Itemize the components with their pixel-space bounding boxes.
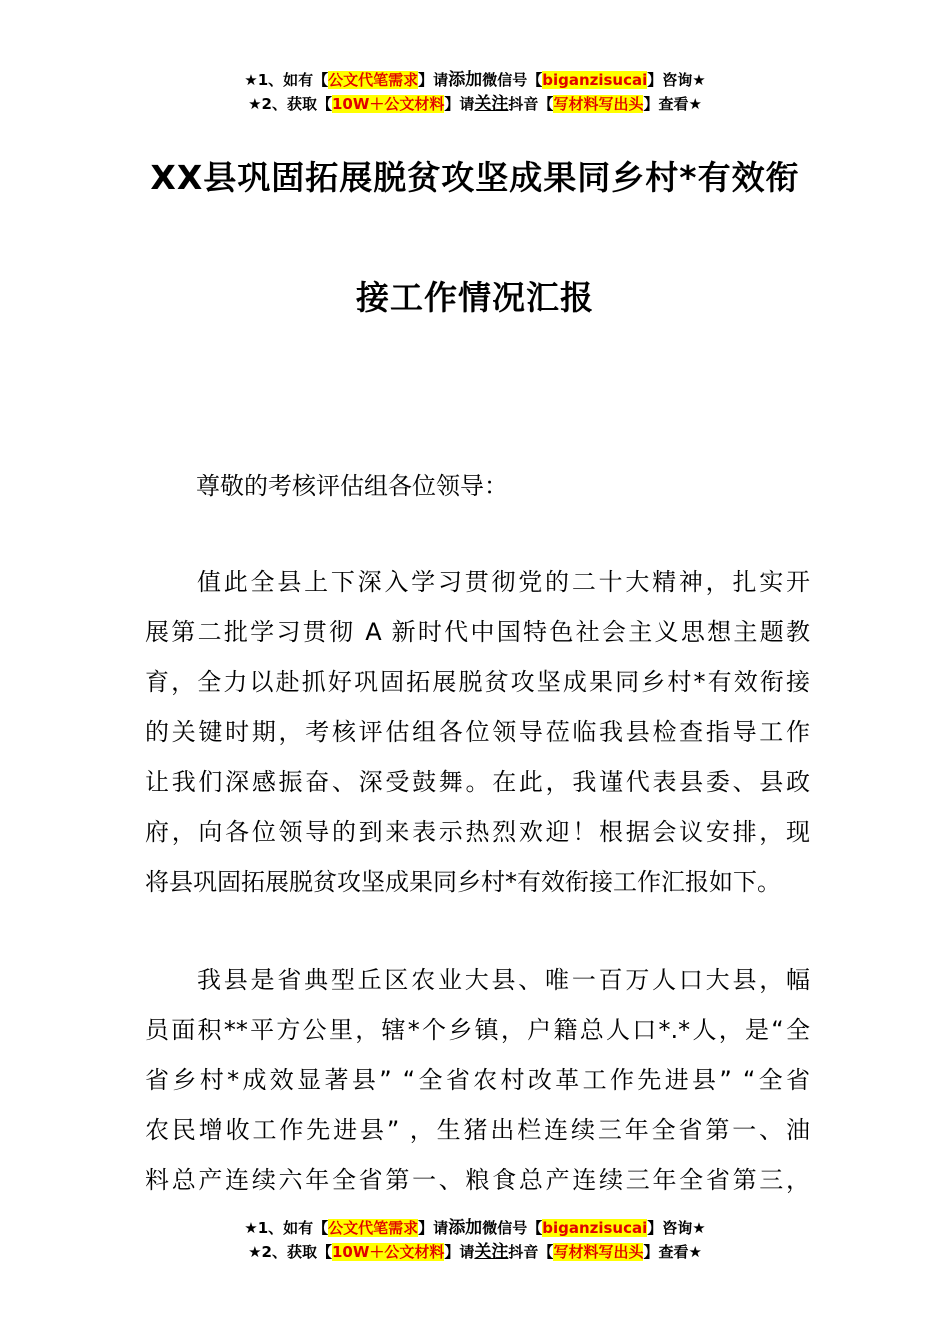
paragraph-line: 将县巩固拓展脱贫攻坚成果同乡村*有效衔接工作汇报如下。 — [145, 868, 781, 896]
paragraph-line: 我县是省典型丘区农业大县、唯一百万人口大县，幅 — [197, 966, 810, 994]
banner-line-1 — [0, 1216, 950, 1240]
paragraph-1 — [145, 557, 810, 907]
footer-banner — [0, 1216, 950, 1264]
banner-text: 】请 — [418, 71, 449, 89]
paragraph-line: 的关键时期，考核评估组各位领导莅临我县检查指导工作 — [145, 718, 810, 746]
paragraph-line: 值此全县上下深入学习贯彻党的二十大精神，扎实开 — [197, 568, 810, 596]
banner-emphasis: 关注 — [474, 1242, 509, 1262]
banner-text: 】查看★ — [643, 95, 702, 113]
banner-text: ★2、获取【 — [248, 1243, 332, 1261]
paragraph-line: 农民增收工作先进县” ，生猪出栏连续三年全省第一、油 — [145, 1116, 810, 1144]
header-banner — [0, 68, 950, 116]
paragraph-line: 员面积**平方公里，辖*个乡镇，户籍总人口*.*人，是“全 — [145, 1016, 810, 1044]
banner-emphasis: 添加 — [448, 1218, 483, 1238]
banner-highlight: 公文代笔需求 — [328, 1219, 419, 1237]
banner-text: 】请 — [444, 1243, 475, 1261]
banner-text: 】咨询★ — [647, 1219, 706, 1237]
banner-highlight: biganzisucai — [542, 71, 648, 89]
banner-text: 微信号【 — [482, 71, 543, 89]
banner-highlight: 10W＋公文材料 — [331, 95, 445, 113]
document-title-line-2: 接工作情况汇报 — [356, 278, 594, 317]
banner-highlight: 10W＋公文材料 — [331, 1243, 445, 1261]
banner-text: 】咨询★ — [647, 71, 706, 89]
banner-emphasis: 关注 — [474, 94, 509, 114]
paragraph-line: 府，向各位领导的到来表示热烈欢迎！根据会议安排，现 — [145, 818, 810, 846]
banner-text: 微信号【 — [482, 1219, 543, 1237]
banner-text: ★1、如有【 — [244, 71, 329, 89]
banner-line-2 — [0, 1240, 950, 1264]
banner-highlight: 公文代笔需求 — [328, 71, 419, 89]
banner-text: 】查看★ — [643, 1243, 702, 1261]
banner-line-1 — [0, 68, 950, 92]
banner-text: 抖音【 — [508, 1243, 554, 1261]
banner-emphasis: 添加 — [448, 70, 483, 90]
paragraph-line: 料总产连续六年全省第一、粮食总产连续三年全省第三， — [145, 1166, 810, 1194]
banner-text: ★2、获取【 — [248, 95, 332, 113]
banner-text: ★1、如有【 — [244, 1219, 329, 1237]
banner-line-2 — [0, 92, 950, 116]
paragraph-2 — [145, 955, 810, 1205]
banner-highlight: biganzisucai — [542, 1219, 648, 1237]
paragraph-line: 让我们深感振奋、深受鼓舞。在此，我谨代表县委、县政 — [145, 768, 810, 796]
banner-text: 】请 — [418, 1219, 449, 1237]
paragraph-line: 省乡村*成效显著县” “全省农村改革工作先进县” “全省 — [145, 1066, 810, 1094]
banner-text: 抖音【 — [508, 95, 554, 113]
paragraph-line: 展第二批学习贯彻 A 新时代中国特色社会主义思想主题教 — [145, 618, 810, 646]
paragraph-line: 育，全力以赴抓好巩固拓展脱贫攻坚成果同乡村*有效衔接 — [145, 668, 810, 696]
banner-highlight: 写材料写出头 — [553, 95, 644, 113]
salutation: 尊敬的考核评估组各位领导： — [196, 472, 508, 500]
document-title-line-1: XX县巩固拓展脱贫攻坚成果同乡村*有效衔 — [150, 158, 800, 197]
banner-highlight: 写材料写出头 — [553, 1243, 644, 1261]
banner-text: 】请 — [444, 95, 475, 113]
